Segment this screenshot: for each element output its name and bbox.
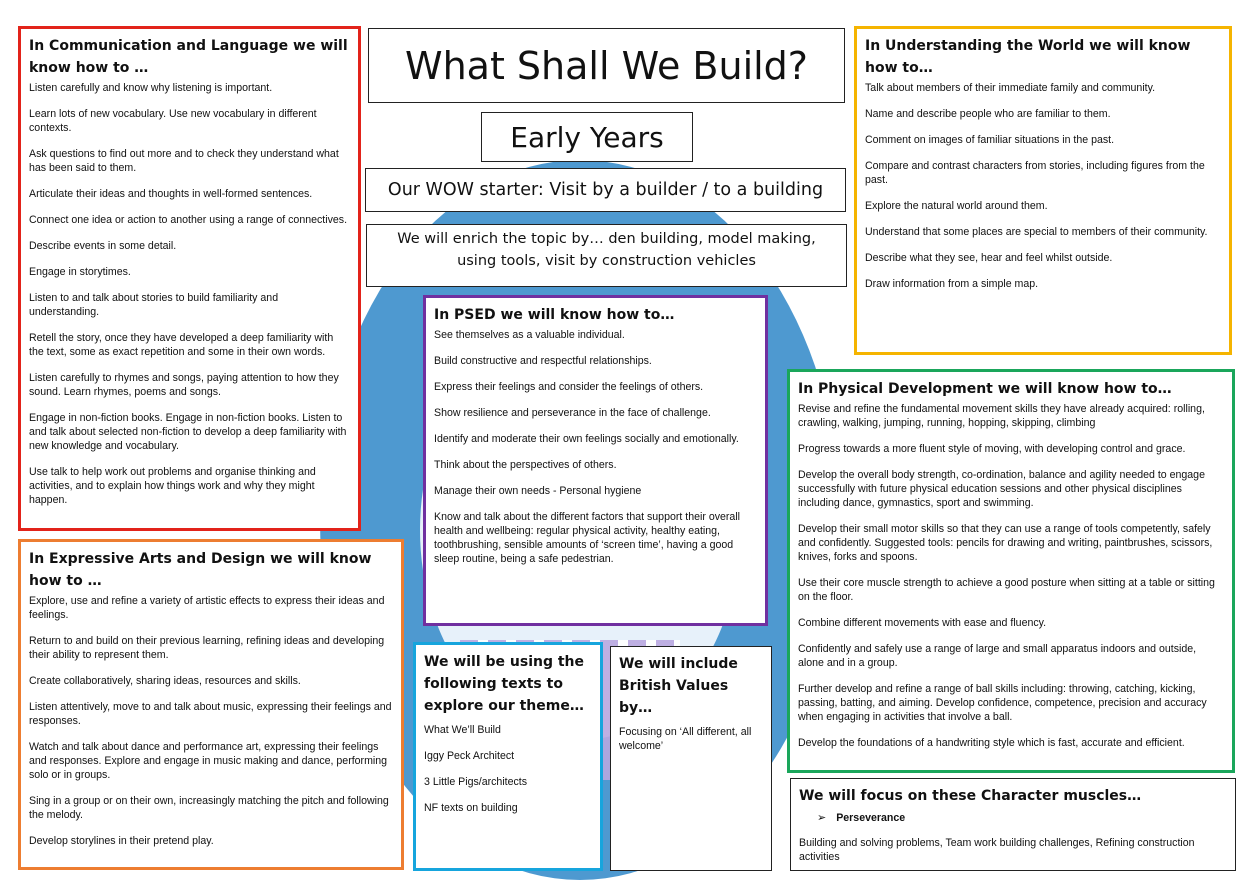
- physical-heading: In Physical Development we will know how to…: [798, 381, 1172, 397]
- page-subtitle: Early Years: [481, 112, 693, 162]
- list-item: Listen to and talk about stories to build familiarity and understanding.: [29, 292, 279, 318]
- values-heading: We will include British Values by…: [619, 656, 738, 716]
- list-item: Confidently and safely use a range of large and small apparatus indoors and outside, alone and in a group.: [798, 643, 1197, 669]
- list-item: Build constructive and respectful relationships.: [434, 355, 652, 367]
- list-item: Explore the natural world around them.: [865, 200, 1048, 212]
- list-item: Use their core muscle strength to achieve a good posture when sitting at a table or sitting on the floor.: [798, 577, 1215, 603]
- character-heading: We will focus on these Character muscles…: [799, 788, 1142, 804]
- list-item: Describe what they see, hear and feel whilst outside.: [865, 252, 1113, 264]
- physical-list: [798, 402, 1224, 750]
- list-item: Explore, use and refine a variety of artistic effects to express their ideas and feelings.: [29, 595, 385, 621]
- list-item: Create collaboratively, sharing ideas, resources and skills.: [29, 675, 301, 687]
- list-item: Compare and contrast characters from stories, including figures from the past.: [865, 160, 1205, 186]
- list-item: Understand that some places are special to members of their community.: [865, 226, 1208, 238]
- list-item: Engage in non-fiction books. Engage in non-fiction books. Listen to and talk about selected non-fiction to develop a deep familiarity with new knowledge and vocabulary.: [29, 412, 347, 452]
- list-item: Manage their own needs - Personal hygiene: [434, 485, 642, 497]
- texts-box: [413, 642, 603, 871]
- arts-list: [29, 594, 393, 848]
- list-item: Iggy Peck Architect: [424, 750, 515, 762]
- list-item: Develop the foundations of a handwriting style which is fast, accurate and efficient.: [798, 737, 1185, 749]
- psed-box: [423, 295, 768, 626]
- list-item: Talk about members of their immediate family and community.: [865, 82, 1156, 94]
- texts-list: [424, 723, 592, 815]
- list-item: Express their feelings and consider the feelings of others.: [434, 381, 704, 393]
- list-item: Progress towards a more fluent style of moving, with developing control and grace.: [798, 443, 1186, 455]
- list-item: 3 Little Pigs/architects: [424, 776, 528, 788]
- list-item: Develop their small motor skills so that they can use a range of tools competently, safely and confidently. Suggested tools: pencils for drawing and writing, paintbrushes, scissors, knives, forks and spoons.: [798, 523, 1213, 563]
- communication-list: [29, 81, 350, 507]
- world-heading: In Understanding the World we will know how to…: [865, 38, 1191, 76]
- values-list: [619, 725, 763, 753]
- list-item: Ask questions to find out more and to check they understand what has been said to them.: [29, 148, 339, 174]
- list-item: Revise and refine the fundamental movement skills they have already acquired: rolling, crawling, walking, jumping, running, hopping, skipping, climbing: [798, 403, 1205, 429]
- list-item: Show resilience and perseverance in the face of challenge.: [434, 407, 711, 419]
- list-item: NF texts on building: [424, 802, 518, 814]
- list-item: Return to and build on their previous learning, refining ideas and developing their ability to represent them.: [29, 635, 385, 661]
- list-item: Think about the perspectives of others.: [434, 459, 617, 471]
- character-focus-label: Perseverance: [836, 811, 906, 824]
- arrow-bullet-icon: ➢: [817, 811, 827, 824]
- enrich-topic: We will enrich the topic by… den building, model making, using tools, visit by construction vehicles: [366, 224, 847, 287]
- list-item: Describe events in some detail.: [29, 240, 177, 252]
- psed-heading: In PSED we will know how to…: [434, 307, 675, 323]
- list-item: Develop storylines in their pretend play.: [29, 835, 214, 847]
- character-text: Building and solving problems, Team work building challenges, Refining construction activities: [799, 837, 1195, 863]
- character-box: [790, 778, 1236, 871]
- list-item: What We’ll Build: [424, 724, 501, 736]
- list-item: Listen carefully to rhymes and songs, paying attention to how they sound. Learn rhymes, poems and songs.: [29, 372, 339, 398]
- list-item: Connect one idea or action to another using a range of connectives.: [29, 214, 348, 226]
- list-item: Learn lots of new vocabulary. Use new vocabulary in different contexts.: [29, 108, 317, 134]
- list-item: Listen attentively, move to and talk about music, expressing their feelings and responses.: [29, 701, 392, 727]
- list-item: Name and describe people who are familiar to them.: [865, 108, 1111, 120]
- world-box: [854, 26, 1232, 355]
- psed-list: [434, 328, 757, 566]
- list-item: Watch and talk about dance and performance art, expressing their feelings and responses. Explore and engage in music making and dance, performing solo or in groups.: [29, 741, 388, 781]
- character-focus: [817, 811, 1227, 824]
- list-item: Listen carefully and know why listening is important.: [29, 82, 273, 94]
- values-box: [610, 646, 772, 871]
- list-item: Comment on images of familiar situations in the past.: [865, 134, 1115, 146]
- world-list: [865, 81, 1221, 291]
- list-item: Draw information from a simple map.: [865, 278, 1039, 290]
- communication-heading: In Communication and Language we will know how to …: [29, 38, 348, 76]
- list-item: Further develop and refine a range of ball skills including: throwing, catching, kicking, passing, batting, and aiming. Develop confidence, competence, precision and accuracy when engaging in activities that involve a ball.: [798, 683, 1207, 723]
- list-item: Develop the overall body strength, co-ordination, balance and agility needed to engage successfully with future physical education sessions and other physical disciplines including dance, gymnastics, sport and swimming.: [798, 469, 1205, 509]
- list-item: Sing in a group or on their own, increasingly matching the pitch and following the melody.: [29, 795, 389, 821]
- list-item: See themselves as a valuable individual.: [434, 329, 625, 341]
- communication-box: [18, 26, 361, 531]
- list-item: Articulate their ideas and thoughts in well-formed sentences.: [29, 188, 313, 200]
- physical-box: [787, 369, 1235, 773]
- arts-heading: In Expressive Arts and Design we will know how to …: [29, 551, 372, 589]
- list-item: Combine different movements with ease and fluency.: [798, 617, 1047, 629]
- list-item: Engage in storytimes.: [29, 266, 131, 278]
- list-item: Use talk to help work out problems and organise thinking and activities, and to explain how things work and why they might happen.: [29, 466, 316, 506]
- arts-box: [18, 539, 404, 870]
- page-title: What Shall We Build?: [368, 28, 845, 103]
- list-item: Identify and moderate their own feelings socially and emotionally.: [434, 433, 739, 445]
- list-item: Retell the story, once they have developed a deep familiarity with the text, some as exact repetition and some in their own words.: [29, 332, 334, 358]
- texts-heading: We will be using the following texts to explore our theme…: [424, 654, 585, 714]
- wow-starter: Our WOW starter: Visit by a builder / to a building: [365, 168, 846, 212]
- list-item: Know and talk about the different factors that support their overall health and wellbeing: regular physical activity, healthy eating, toothbrushing, sensible amounts of ‘screen time’, having a good sleep routine, being a safe pedestrian.: [434, 511, 741, 565]
- character-list: [799, 836, 1227, 864]
- values-text: Focusing on ‘All different, all welcome’: [619, 726, 752, 752]
